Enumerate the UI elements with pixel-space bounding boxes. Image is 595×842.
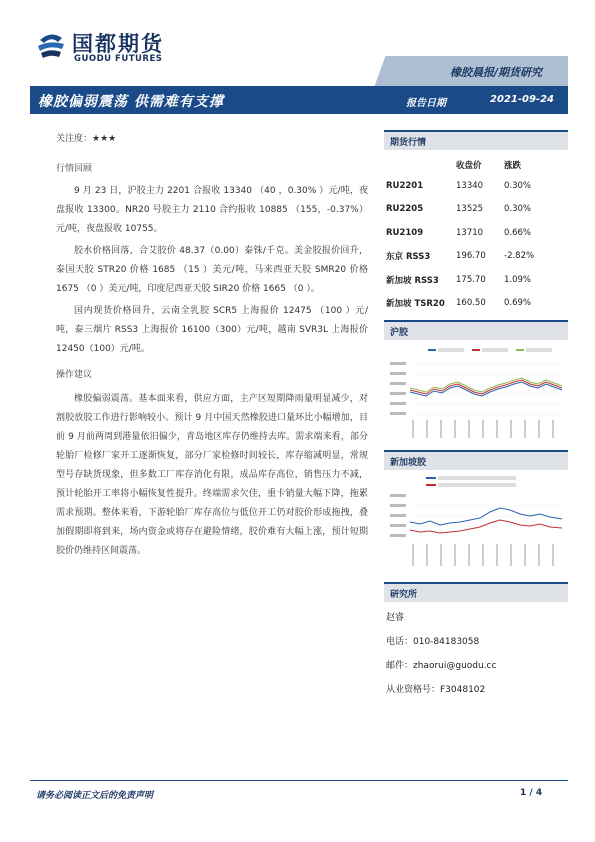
section-shanghai-rubber-title: 沪胶 (390, 328, 409, 338)
quotes-table (386, 156, 568, 315)
report-type-banner (388, 56, 568, 86)
footer-divider (30, 780, 568, 781)
change-pct: 0.66% (504, 227, 532, 238)
y-axis-ticks (390, 362, 406, 415)
close-price: 13525 (456, 204, 484, 215)
close-price: 175.70 (456, 274, 486, 285)
singapore-rubber-chart (386, 472, 568, 572)
close-price: 13340 (456, 180, 484, 191)
table-row (386, 174, 568, 198)
chart-legend (428, 348, 552, 352)
review-text-3: 国内现货价格回升，云南全乳胶 SCR5 上海报价 12475 （100 ）元/吨，泰三烟片 RSS3 上海报价 16100（300）元/吨，越南 SVR3L 上海报价 12450（100）元/吨。 (56, 306, 368, 354)
chart-legend (426, 476, 516, 487)
section-singapore-rubber-title: 新加坡胶 (390, 458, 427, 468)
guodu-logo-icon (36, 30, 66, 60)
section-research (384, 582, 568, 602)
advice-heading: 操作建议 (56, 370, 93, 380)
section-singapore-rubber (384, 450, 568, 470)
table-row (386, 268, 568, 292)
advice-text: 橡胶偏弱震荡。基本面来看，供应方面，主产区短期降雨量明显减少，对割胶放胶工作进行影响较小。预计 9 月中国天然橡胶进口量环比小幅增加，目前 9 月前两周到港量依旧偏少，青岛地区库存仍维持去库。需求端来看，部分轮胎厂检修厂家开工逐渐恢复，部分厂家检修时间较长，库存缩减明显，常规型号存缺货现象，但多数工厂库存消化有限，成品库存高位，销售压力不减，预计轮胎开工率将小幅恢复性提升。终端需求欠佳，重卡销量大幅下降，拖累需求预期。整体来看，下游轮胎厂库存高位与低位开工仍对胶价形成拖拽，叠加假期即将到来，场内资金或将存在避险情绪，胶价难有大幅上涨，预计短期胶价仍维持区间震荡。 (56, 394, 368, 556)
table-row (386, 292, 568, 316)
table-row (386, 221, 568, 245)
contract-name: 东京 RSS3 (386, 252, 431, 263)
report-date-value: 2021-09-24 (490, 94, 554, 105)
contract-name: RU2205 (386, 204, 424, 215)
review-paragraph-2 (56, 242, 368, 299)
review-text-2: 胶水价格回落，合艾胶价 48.37（0.00）泰铢/千克。美金胶报价回升，泰国天胶 STR20 价格 1685 （15 ）美元/吨，马来西亚天胶 SMR20 价格 1675 （0 ）美元/吨，印度尼西亚天胶 SIR20 价格 1665 （0 ）。 (56, 246, 368, 294)
section-shanghai-rubber (384, 320, 568, 340)
header-close: 收盘价 (456, 161, 482, 171)
contract-name: 新加坡 RSS3 (386, 275, 439, 286)
section-research-title: 研究所 (390, 590, 418, 600)
analyst-license: 从业资格号：F3048102 (386, 685, 486, 695)
chart-grid (410, 496, 562, 536)
title-bar (30, 86, 568, 114)
report-type-label: 橡胶晨报/期货研究 (449, 66, 542, 79)
change-pct: 1.09% (504, 274, 532, 285)
x-axis-ticks (412, 420, 554, 438)
review-heading: 行情回顾 (56, 164, 93, 174)
close-price: 13710 (456, 227, 484, 238)
quotes-header-row (386, 156, 568, 174)
shanghai-rubber-chart (386, 342, 568, 442)
x-axis-ticks (412, 544, 554, 566)
report-title: 橡胶偏弱震荡 供需难有支撑 (38, 94, 224, 110)
report-date-label: 报告日期 (406, 98, 446, 109)
change-pct: 0.30% (504, 180, 532, 191)
review-paragraph-3 (56, 302, 368, 359)
review-paragraph-1 (56, 182, 368, 239)
footer-disclaimer: 请务必阅读正文后的免责声明 (36, 791, 154, 801)
page-number: 1 / 4 (520, 788, 543, 798)
analyst-name: 赵睿 (386, 613, 405, 623)
analyst-email[interactable]: 邮件：zhaorui@guodu.cc (386, 661, 497, 671)
attention-rating: 关注度：★★★ (56, 134, 117, 144)
logo-chinese-name: 国都期货 (72, 32, 164, 56)
close-price: 160.50 (456, 298, 486, 309)
close-price: 196.70 (456, 251, 486, 262)
advice-paragraph (56, 390, 368, 561)
analyst-phone: 电话：010-84183058 (386, 637, 480, 647)
y-axis-ticks (390, 494, 406, 537)
table-row (386, 198, 568, 222)
change-pct: 0.30% (504, 204, 532, 215)
review-text-1: 9 月 23 日，沪胶主力 2201 合报收 13340 （40 ，0.30% ）元/吨，夜盘报收 13300。NR20 号胶主力 2110 合约报收 10885 （155，-0.37%）元/吨，夜盘报收 10755。 (56, 186, 368, 234)
series-line-1 (410, 508, 562, 525)
section-futures-quotes-title: 期货行情 (390, 138, 427, 148)
table-row (386, 245, 568, 269)
section-futures-quotes (384, 130, 568, 150)
change-pct: 0.69% (504, 298, 532, 309)
header-change: 涨跌 (504, 161, 522, 171)
contract-name: RU2109 (386, 227, 424, 238)
chart-grid (410, 364, 562, 414)
contract-name: RU2201 (386, 180, 424, 191)
change-pct: -2.82% (504, 251, 535, 262)
contract-name: 新加坡 TSR20 (386, 299, 445, 310)
logo-english-name: GUODU FUTURES (74, 54, 163, 64)
